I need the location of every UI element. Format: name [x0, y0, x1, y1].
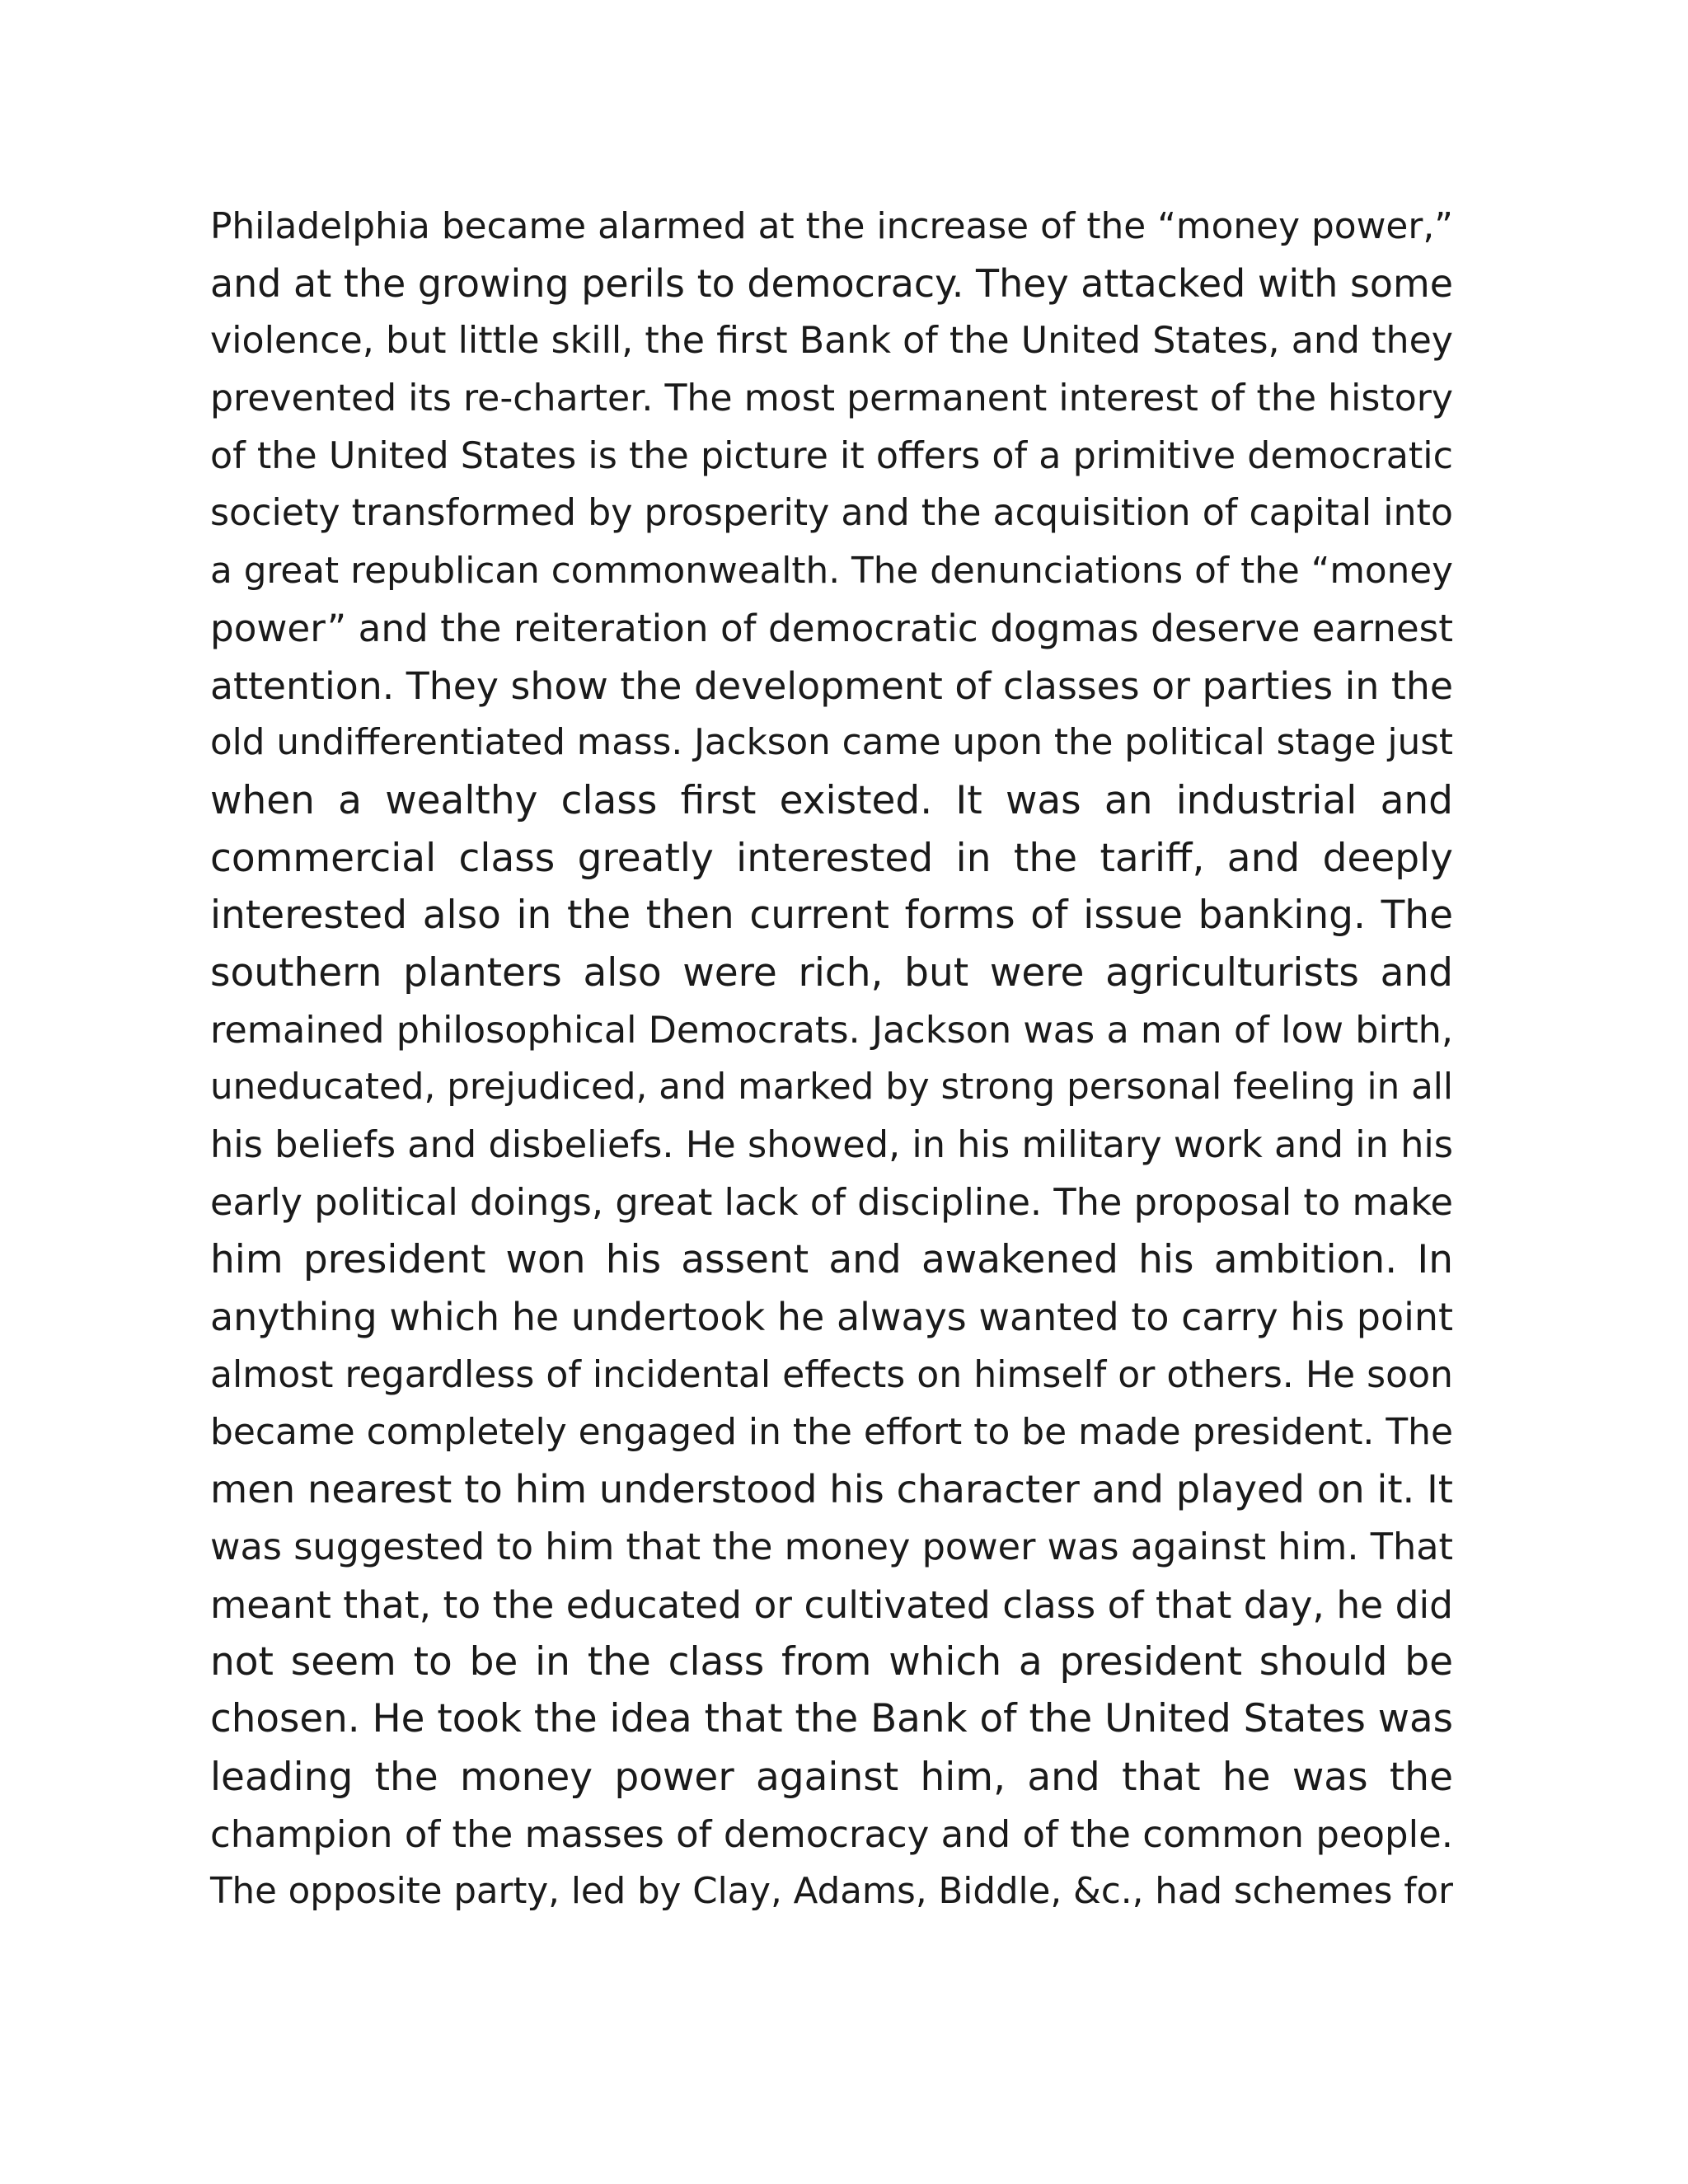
text-line: power” and the reiteration of democratic dogmas deserve earnest [210, 606, 1453, 650]
text-line: old undifferentiated mass. Jackson came upon the political stage just [210, 722, 1453, 764]
text-line: leading the money power against him, and that he was the [210, 1754, 1453, 1800]
text-line: not seem to be in the class from which a president should be [210, 1639, 1453, 1685]
text-line: southern planters also were rich, but were agriculturists and [210, 949, 1453, 996]
text-line: society transformed by prosperity and the acquisition of capital into [210, 492, 1453, 535]
text-line: became completely engaged in the effort to be made president. The [210, 1411, 1453, 1454]
text-line: and at the growing perils to democracy. They attacked with some [210, 260, 1453, 306]
text-line: of the United States is the picture it offers of a primitive democratic [210, 434, 1453, 477]
text-line: uneducated, prejudiced, and marked by strong personal feeling in all [210, 1066, 1453, 1108]
text-line: commercial class greatly interested in the tariff, and deeply [210, 835, 1453, 881]
text-line: prevented its re-charter. The most permanent interest of the history [210, 377, 1453, 420]
text-line: early political doings, great lack of discipline. The proposal to make [210, 1180, 1453, 1224]
text-line: when a wealthy class first existed. It was an industrial and [210, 777, 1453, 823]
text-line: violence, but little skill, the first Bank of the United States, and they [210, 320, 1453, 363]
text-line: was suggested to him that the money power was against him. That [210, 1525, 1453, 1568]
text-line: meant that, to the educated or cultivated class of that day, he did [210, 1582, 1453, 1627]
text-line: almost regardless of incidental effects on himself or others. He soon [210, 1353, 1453, 1396]
text-line: anything which he undertook he always wanted to carry his point [210, 1295, 1453, 1340]
text-line: his beliefs and disbeliefs. He showed, in his military work and in his [210, 1123, 1453, 1166]
text-line: chosen. He took the idea that the Bank of the United States was [210, 1696, 1453, 1741]
text-line: The opposite party, led by Clay, Adams, Biddle, &c., had schemes for [210, 1870, 1453, 1912]
text-line: him president won his assent and awakened his ambition. In [210, 1237, 1453, 1283]
text-line: interested also in the then current forms of issue banking. The [210, 893, 1453, 939]
body-text [210, 198, 1453, 1921]
text-line: champion of the masses of democracy and of the common people. [210, 1812, 1453, 1857]
text-line: remained philosophical Democrats. Jackson was a man of low birth, [210, 1009, 1453, 1052]
text-line: a great republican commonwealth. The denunciations of the “money [210, 550, 1453, 593]
text-line: men nearest to him understood his character and played on it. It [210, 1467, 1453, 1512]
text-line: Philadelphia became alarmed at the increase of the “money power,” [210, 205, 1453, 247]
text-line: attention. They show the development of classes or parties in the [210, 663, 1453, 708]
